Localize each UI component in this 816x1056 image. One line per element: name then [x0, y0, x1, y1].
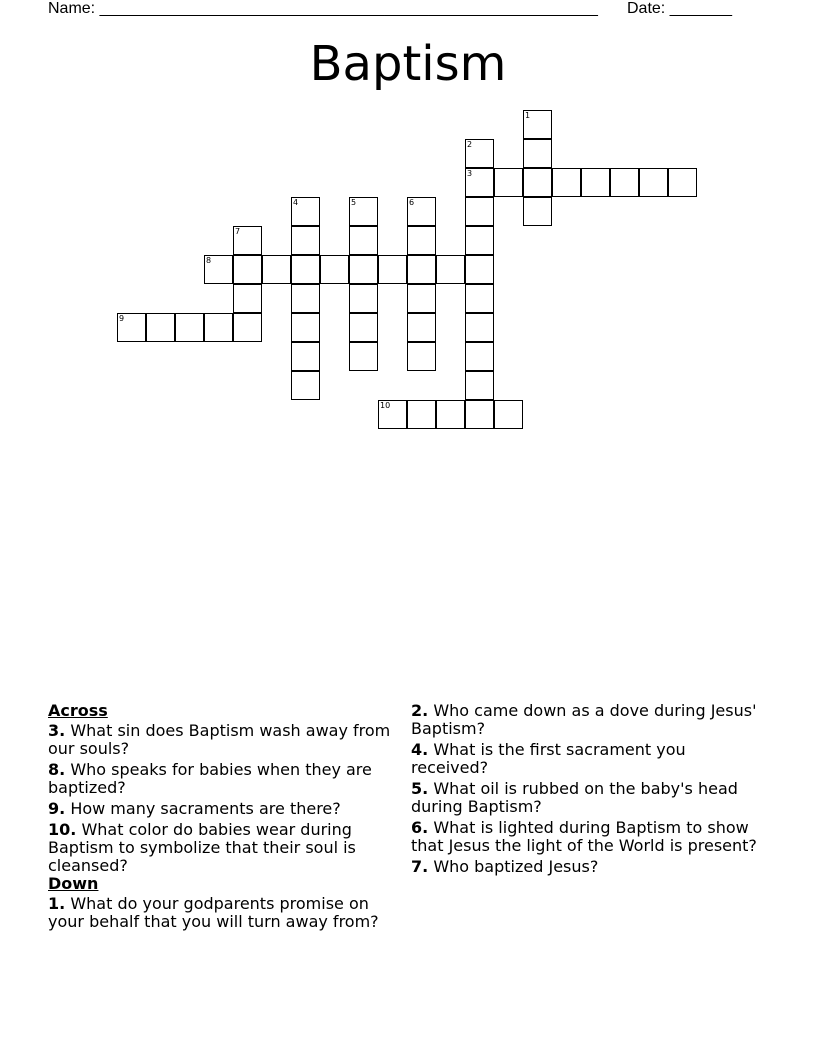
- grid-cell[interactable]: [378, 400, 407, 429]
- clue-text: What oil is rubbed on the baby's head during Baptism?: [411, 779, 738, 816]
- grid-cell[interactable]: [233, 313, 262, 342]
- grid-cell[interactable]: [494, 168, 523, 197]
- grid-cell[interactable]: [465, 139, 494, 168]
- clue-number: 10.: [48, 820, 77, 839]
- clue-number: 1.: [48, 894, 66, 913]
- name-field-label: Name: ________________________________________________________: [48, 0, 598, 17]
- clue-number: 3.: [48, 721, 66, 740]
- grid-cell[interactable]: [407, 226, 436, 255]
- grid-cell[interactable]: [117, 313, 146, 342]
- cell-number: 1: [525, 111, 531, 120]
- grid-cell[interactable]: [262, 255, 291, 284]
- grid-cell[interactable]: [523, 168, 552, 197]
- clue-text: How many sacraments are there?: [70, 799, 341, 818]
- clue-number: 6.: [411, 818, 429, 837]
- clue-number: 2.: [411, 701, 429, 720]
- grid-cell[interactable]: [465, 168, 494, 197]
- grid-cell[interactable]: [668, 168, 697, 197]
- grid-cell[interactable]: [407, 197, 436, 226]
- crossword-grid: [0, 0, 816, 460]
- grid-cell[interactable]: [291, 197, 320, 226]
- clue-text: What sin does Baptism wash away from our souls?: [48, 721, 391, 758]
- cell-number: 9: [119, 314, 125, 323]
- grid-cell[interactable]: [291, 255, 320, 284]
- across-clue: [48, 722, 398, 758]
- down-clue: [48, 895, 398, 931]
- grid-cell[interactable]: [204, 255, 233, 284]
- cell-number: 7: [235, 227, 241, 236]
- grid-cell[interactable]: [204, 313, 233, 342]
- clue-text: What is the first sacrament you received?: [411, 740, 686, 777]
- grid-cell[interactable]: [291, 342, 320, 371]
- grid-cell[interactable]: [436, 400, 465, 429]
- cell-number: 2: [467, 140, 473, 149]
- grid-cell[interactable]: [378, 255, 407, 284]
- grid-cell[interactable]: [523, 110, 552, 139]
- cell-number: 3: [467, 169, 473, 178]
- date-field-label: Date: _______: [627, 0, 732, 17]
- clue-text: Who came down as a dove during Jesus' Baptism?: [411, 701, 757, 738]
- down-clue: [411, 819, 761, 855]
- clue-number: 9.: [48, 799, 66, 818]
- clue-number: 8.: [48, 760, 66, 779]
- cell-number: 8: [206, 256, 212, 265]
- cell-number: 10: [380, 401, 391, 410]
- grid-cell[interactable]: [610, 168, 639, 197]
- grid-cell[interactable]: [291, 284, 320, 313]
- grid-cell[interactable]: [465, 371, 494, 400]
- grid-cell[interactable]: [349, 284, 378, 313]
- clue-number: 4.: [411, 740, 429, 759]
- grid-cell[interactable]: [465, 197, 494, 226]
- clues-column-left: [48, 702, 398, 934]
- across-clue: [48, 761, 398, 797]
- cell-number: 4: [293, 198, 299, 207]
- clue-number: 7.: [411, 857, 429, 876]
- cell-number: 5: [351, 198, 357, 207]
- grid-cell[interactable]: [349, 226, 378, 255]
- grid-cell[interactable]: [465, 313, 494, 342]
- clue-text: What is lighted during Baptism to show that Jesus the light of the World is present?: [411, 818, 757, 855]
- clue-number: 5.: [411, 779, 429, 798]
- grid-cell[interactable]: [552, 168, 581, 197]
- grid-cell[interactable]: [349, 313, 378, 342]
- grid-cell[interactable]: [523, 197, 552, 226]
- grid-cell[interactable]: [407, 313, 436, 342]
- grid-cell[interactable]: [465, 342, 494, 371]
- clue-text: Who speaks for babies when they are baptized?: [48, 760, 372, 797]
- across-heading: Across: [48, 701, 108, 720]
- grid-cell[interactable]: [494, 400, 523, 429]
- grid-cell[interactable]: [291, 371, 320, 400]
- across-clue: [48, 821, 398, 875]
- grid-cell[interactable]: [407, 342, 436, 371]
- grid-cell[interactable]: [465, 400, 494, 429]
- grid-cell[interactable]: [233, 226, 262, 255]
- grid-cell[interactable]: [581, 168, 610, 197]
- grid-cell[interactable]: [407, 400, 436, 429]
- grid-cell[interactable]: [465, 255, 494, 284]
- grid-cell[interactable]: [233, 284, 262, 313]
- down-clue: [411, 858, 761, 876]
- grid-cell[interactable]: [436, 255, 465, 284]
- grid-cell[interactable]: [639, 168, 668, 197]
- clue-text: What do your godparents promise on your behalf that you will turn away from?: [48, 894, 379, 931]
- cell-number: 6: [409, 198, 415, 207]
- clue-text: What color do babies wear during Baptism to symbolize that their soul is cleansed?: [48, 820, 356, 875]
- down-clue: [411, 702, 761, 738]
- clues-column-right: [411, 702, 761, 879]
- grid-cell[interactable]: [349, 197, 378, 226]
- grid-cell[interactable]: [320, 255, 349, 284]
- grid-cell[interactable]: [465, 284, 494, 313]
- down-clue: [411, 741, 761, 777]
- grid-cell[interactable]: [291, 226, 320, 255]
- grid-cell[interactable]: [349, 342, 378, 371]
- grid-cell[interactable]: [465, 226, 494, 255]
- clue-text: Who baptized Jesus?: [433, 857, 599, 876]
- grid-cell[interactable]: [291, 313, 320, 342]
- across-clue: [48, 800, 398, 818]
- page-title: Baptism: [309, 36, 507, 92]
- down-clue: [411, 780, 761, 816]
- grid-cell[interactable]: [349, 255, 378, 284]
- down-heading: Down: [48, 874, 99, 893]
- grid-cell[interactable]: [407, 255, 436, 284]
- grid-cell[interactable]: [523, 139, 552, 168]
- grid-cell[interactable]: [175, 313, 204, 342]
- grid-cell[interactable]: [407, 284, 436, 313]
- grid-cell[interactable]: [233, 255, 262, 284]
- grid-cell[interactable]: [146, 313, 175, 342]
